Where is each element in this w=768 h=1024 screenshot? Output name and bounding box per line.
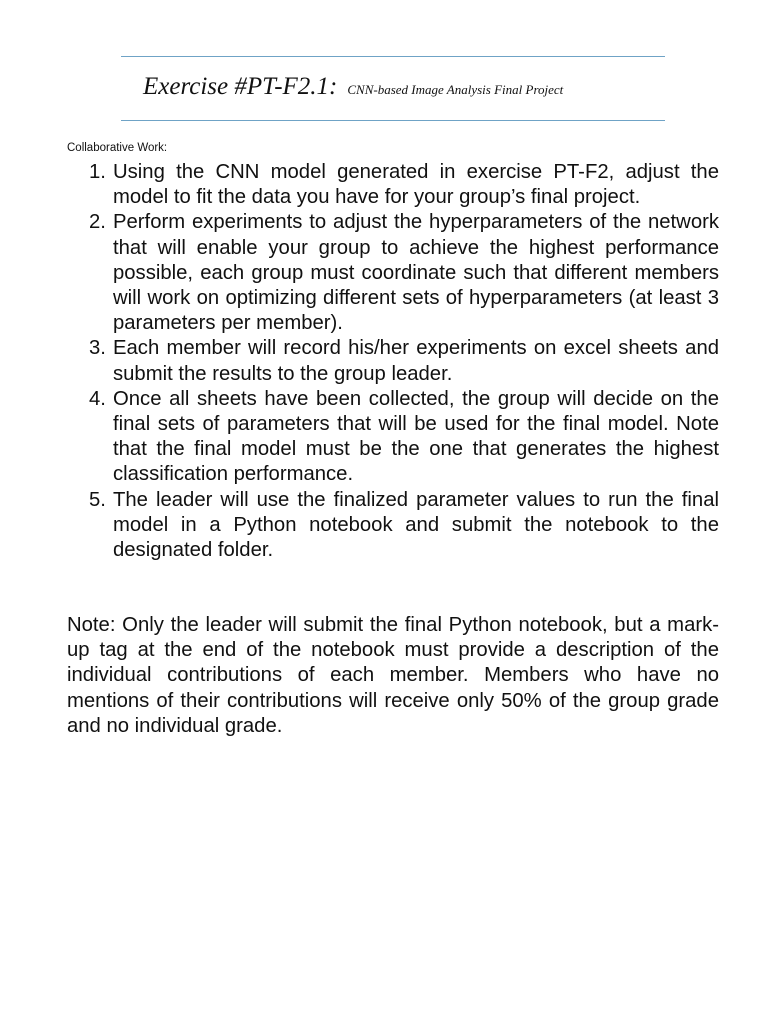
list-item (89, 210, 719, 336)
page-subtitle: CNN-based Image Analysis Final Project (347, 82, 564, 97)
section-label: Collaborative Work: (67, 142, 168, 154)
list-item-text: Each member will record his/her experiments on excel sheets and submit the results to the group leader. (113, 337, 719, 385)
note-paragraph: Note: Only the leader will submit the final Python notebook, but a mark-up tag at the end of the notebook must provide a description of the individual contributions of each member. Members who have no mentions of their contributions will receive only 50% of the group grade and no individual grade. (67, 614, 719, 737)
header-top-rule (121, 56, 665, 57)
list-item (89, 387, 719, 488)
list-item-number: 1. (89, 161, 106, 183)
list-item-text: Using the CNN model generated in exercise PT-F2, adjust the model to fit the data you have for your group’s final project. (113, 161, 719, 209)
list-item (89, 336, 719, 386)
list-item-text: Once all sheets have been collected, the group will decide on the final sets of parameters that will be used for the final model. Note that the final model must be the one that generates the highest classification performance. (113, 387, 719, 486)
list-item (89, 488, 719, 564)
list-item (89, 160, 719, 210)
list-item-number: 5. (89, 488, 106, 511)
list-item-number: 2. (89, 211, 106, 234)
steps-list (89, 160, 719, 563)
list-item-number: 3. (89, 337, 106, 360)
list-item-number: 4. (89, 387, 106, 410)
list-item-text: Perform experiments to adjust the hyperparameters of the network that will enable your group to achieve the highest performance possible, each group must coordinate such that different members will work on optimizing different sets of hyperparameters (at least 3 parameters per member). (113, 211, 719, 335)
page-title: Exercise #PT-F2.1: (143, 73, 338, 100)
header-bottom-rule (121, 120, 665, 121)
page-header (143, 73, 563, 101)
list-item-text: The leader will use the finalized parameter values to run the final model in a Python notebook and submit the notebook to the designated folder. (113, 488, 719, 562)
